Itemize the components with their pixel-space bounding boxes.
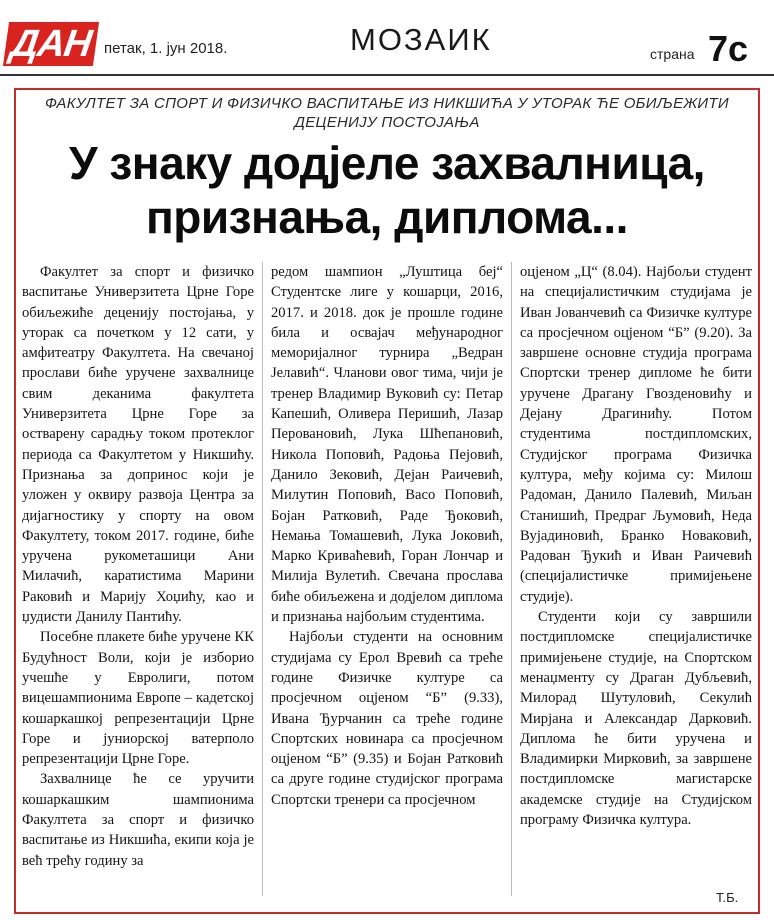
article-headline: У знаку додјеле захвалница, признања, диплома... (69, 137, 705, 243)
column-divider (262, 262, 263, 896)
paragraph: Факултет за спорт и физичко васпитање Универзитета Црне Горе обиљежиће деценију постојања, у уторак са почетком у 12 сати, у амфитеатру Факултета. На свечаној прослави биће уручене захвалнице свим деканима факултета Универзитета Црне Горе за остварену сарадњу током протеклог периода са Факултетом у Никшићу. Признања за допринос који је уложен у оквиру развоја Центра за дијагностику у спорту на овом Факултету, током 2017. године, биће уручена рукометашици Ани Милачић, каратистима Марини Раковић и Марију Хоџићу, као и џудисти Данилу Пантићу. (22, 264, 254, 626)
paragraph: оцјеном „Ц“ (8.04). Најбољи студент на специјалистичким студијама је Иван Јованчевић са Физичке културе са просјечном оцјеном “Б” (9.20). За завршене основне студија програма Спортски тренер дипломе ће бити уручене Драгану Гвозденовићу и Дејану Драгинићу. Потом студентима постдипломских, Студијског програма Физичка култура, међу којима су: Милош Радоман, Данило Палевић, Миљан Станишић, Предраг Љумовић, Неда Вујадиновић, Бранко Новаковић, Радован Ђукић и Иван Раичевић (специјалистичке примијењене студије). (520, 264, 752, 605)
author-signature: Т.Б. (716, 890, 739, 905)
page-label: страна (650, 46, 695, 62)
column-divider (511, 262, 512, 896)
paragraph: Најбољи студенти на основним студијама су Ерол Вревић са треће године Физичке културе са просјечном оцјеном “Б” (9.33), Ивана Ђурчанин са треће године Спортских новинара са просјечном оцјеном “Б” (9.35) и Бојан Ратковић са друге године студијског програма Спортски тренери са просјечном (271, 629, 503, 808)
article-kicker: ФАКУЛТЕТ ЗА СПОРТ И ФИЗИЧКО ВАСПИТАЊЕ ИЗ НИКШИЋА У УТОРАК ЋЕ ОБИЉЕЖИТИ ДЕЦЕНИЈУ ПОСТОЈАЊА (45, 95, 729, 131)
article-column-1 (22, 262, 254, 896)
page-number: 7с (708, 28, 749, 69)
paragraph: Захвалнице ће се уручити кошаркашким шампионима Факултета за спорт и физичко васпитање из Никшића, екипи која је већ трећу годину за (22, 771, 254, 869)
article-column-3 (520, 262, 752, 896)
masthead (0, 0, 774, 80)
paragraph: Студенти који су завршили постдипломске специјалистичке примијењене студије, на Спортском менаџменту су Драган Дубљевић, Милорад Шутуловић, Секулић Мирјана и Александар Дарковић. Диплома ће бити уручена и Владимирки Мирковић, за завршене постдипломске магистарске академске студије на Студијском програму Физичка култура. (520, 609, 752, 829)
masthead-rule (0, 74, 774, 76)
paragraph: редом шампион „Луштица беј“ Студентске лиге у кошарци, 2016, 2017. и 2018. док је прошле године била и освајач међународног меморијалног турнира „Ведран Јелавић“. Чланови овог тима, чији је тренер Владимир Вуковић су: Петар Капешић, Оливера Перишић, Лазар Перовановић, Лука Шћепановић, Никола Поповић, Радоња Пејовић, Данило Зековић, Дејан Раичевић, Милутин Поповић, Васо Поповић, Бојан Ратковић, Раде Ђоковић, Немања Томашевић, Лука Јоковић, Марко Кривaћевић, Горан Лончар и Милија Вулетић. Свечана прослава биће обиљежена и додјелом диплома и признања најбољим студентима. (271, 264, 503, 626)
article-column-2 (271, 262, 503, 896)
newspaper-logo: ДАН (3, 22, 99, 66)
paragraph: Посебне плакете биће уручене КК Будућност Воли, који је изборио учешће у Евролиги, потом вицешампионима Европе – кадетској кошаркашкој репрезентацији Црне Горе и јуниорској ватерполо репрезентацији Црне Горе. (22, 629, 254, 768)
section-title: МОЗАИК (350, 22, 492, 57)
issue-date: петак, 1. јун 2018. (104, 40, 228, 57)
